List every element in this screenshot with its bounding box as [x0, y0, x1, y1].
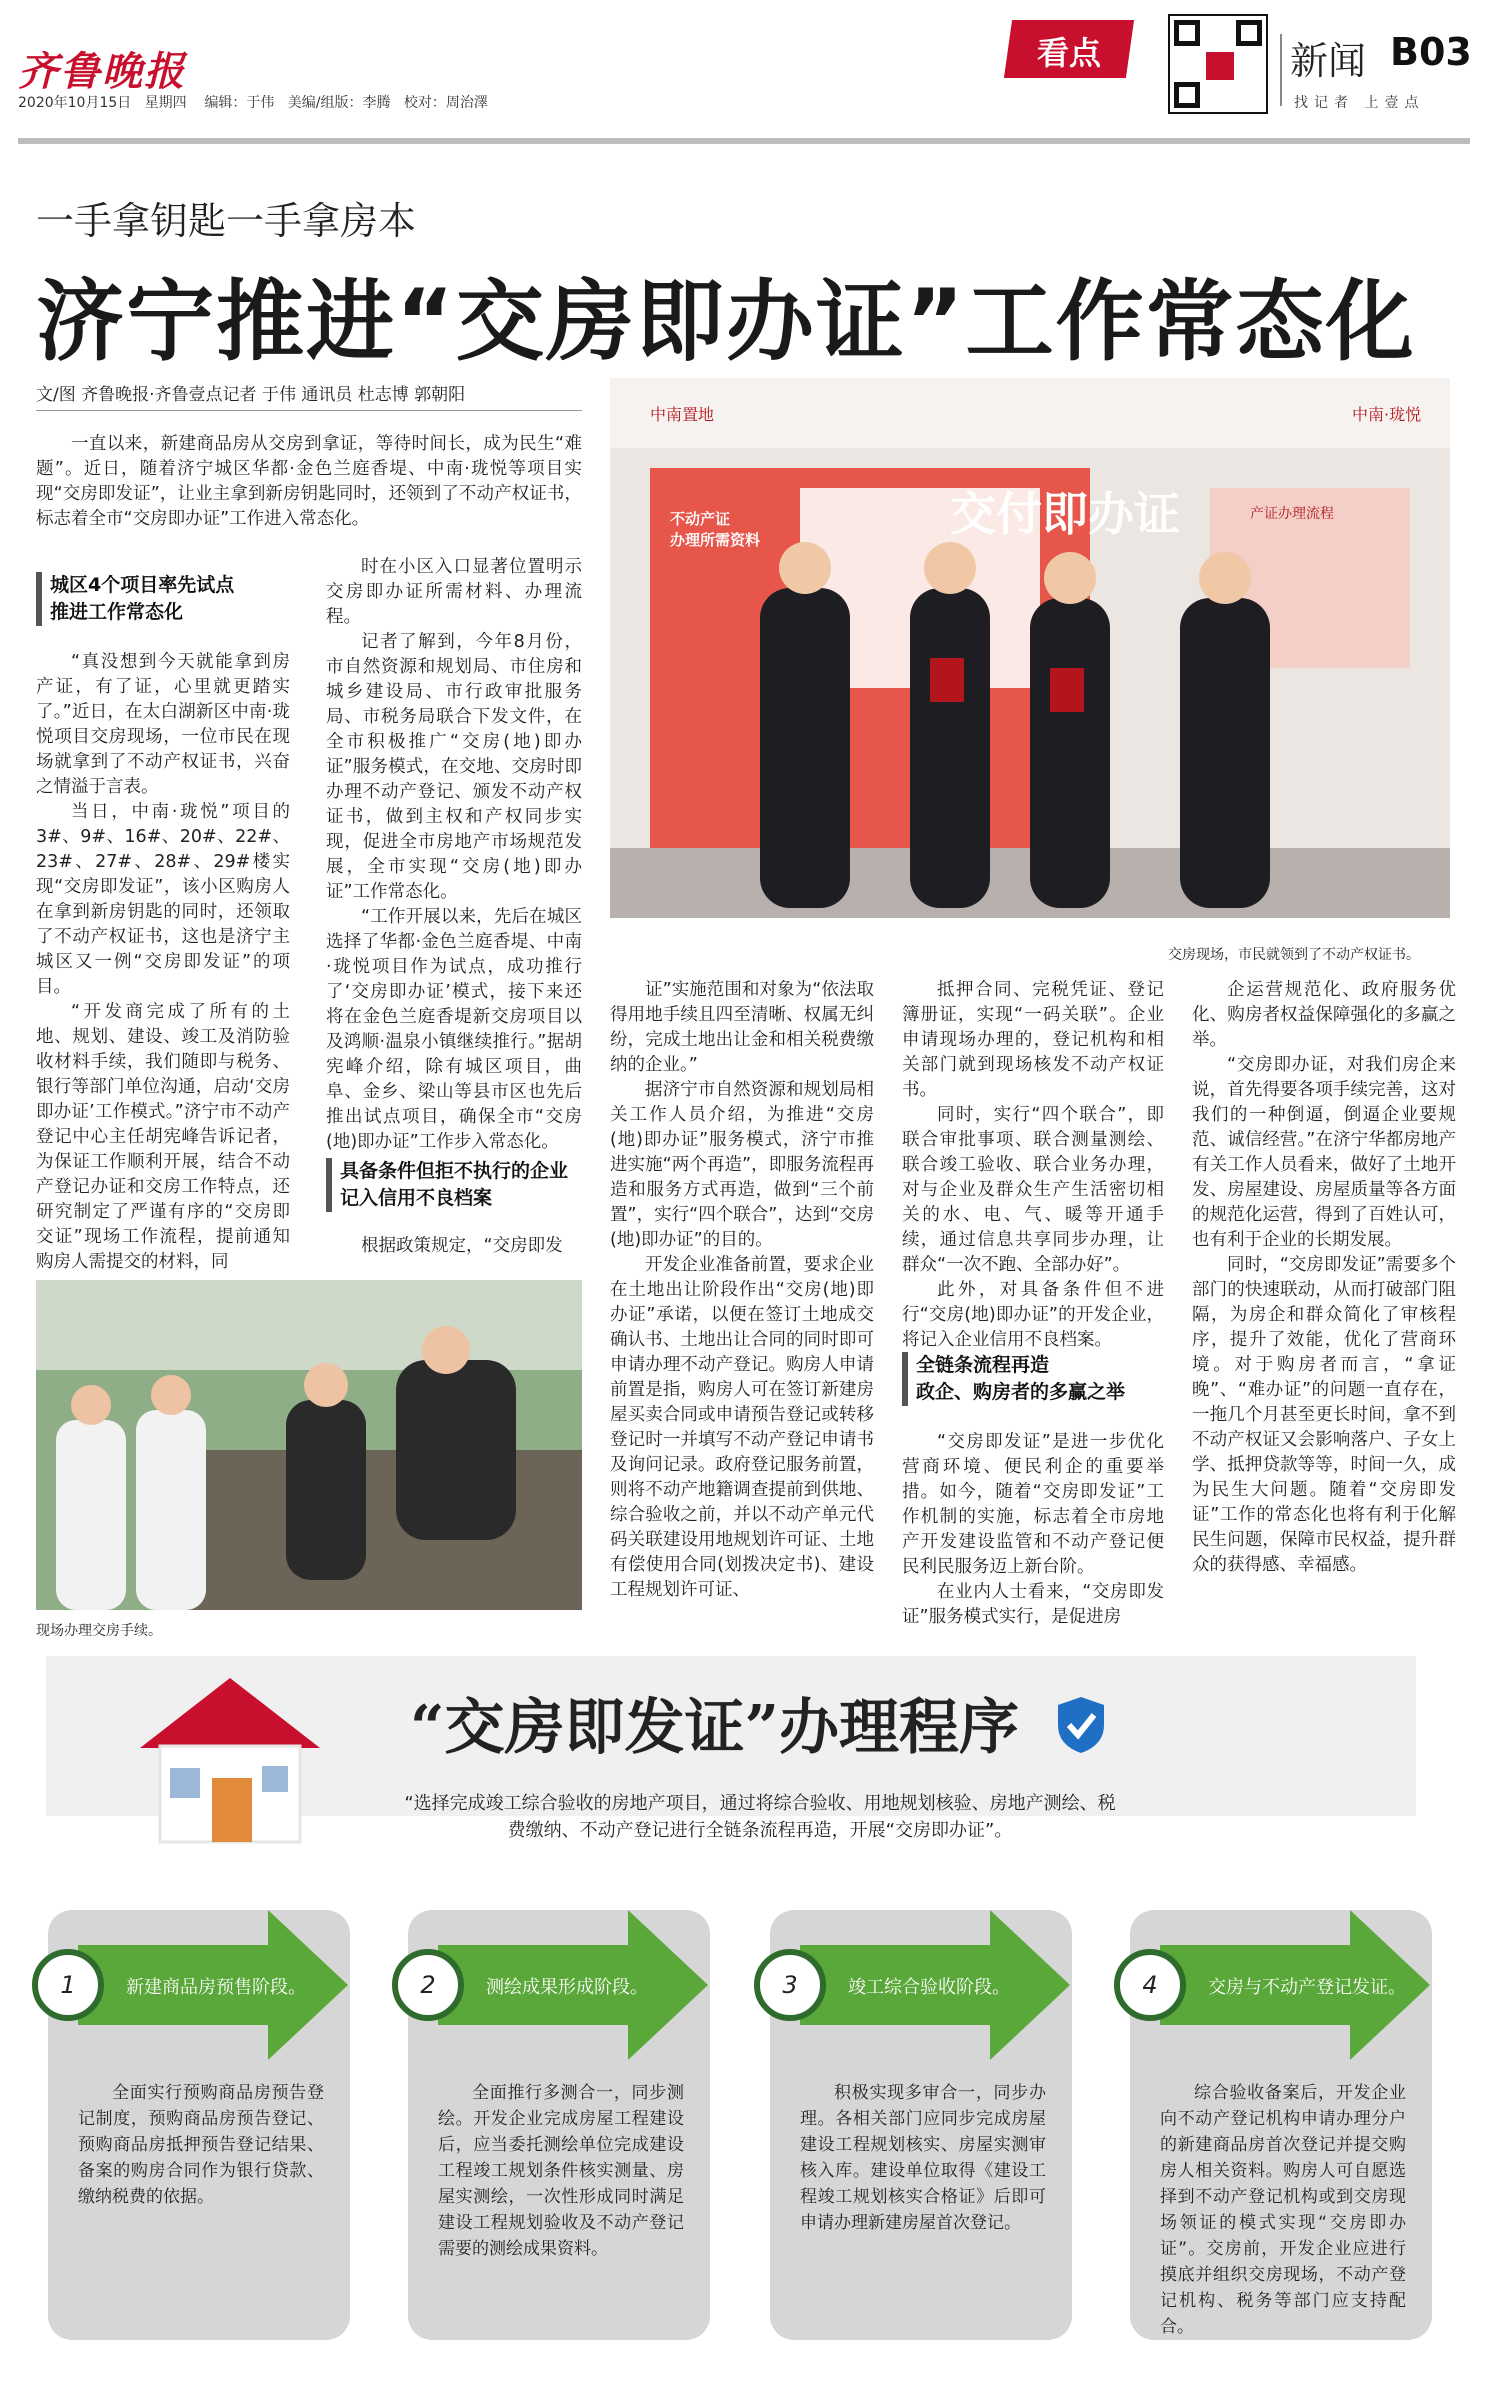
- photo-2-illustration: [36, 1280, 582, 1610]
- kandian-badge: [1008, 20, 1130, 90]
- paragraph: 此外，对具备条件但不进行“交房(地)即办证”的开发企业，将记入企业信用不良档案。: [902, 1280, 1164, 1350]
- column-4b: [902, 1430, 1164, 1630]
- step-number: 4: [1114, 1949, 1186, 2021]
- step-description: [78, 2080, 324, 2210]
- subhead-1-line2: 推进工作常态化: [50, 601, 184, 623]
- step-description: [1160, 2080, 1406, 2340]
- kicker: 一手拿钥匙一手拿房本: [36, 199, 417, 243]
- photo-1-board1: 不动产证 办理所需资料: [670, 510, 761, 549]
- lead-paragraph: [36, 432, 582, 532]
- paragraph: “交房即发证”是进一步优化营商环境、便民利企的重要举措。如今，随着“交房即发证”工作机制的实施，标志着全市房地产开发建设监管和不动产登记便民利民服务迈上新台阶。: [902, 1432, 1164, 1577]
- issue-weekday: 星期四: [144, 95, 187, 111]
- paragraph: “真没想到今天就能拿到房产证，有了证，心里就更踏实了。”近日，在太白湖新区中南·珑悦项目交房现场，一位市民在现场就拿到了不动产权证书，兴奋之情溢于言表。: [36, 652, 290, 797]
- section-name: 新闻: [1290, 39, 1367, 83]
- issue-date: 2020年10月15日: [18, 95, 132, 111]
- paragraph: 抵押合同、完税凭证、登记簿册证，实现“一码关联”。企业申请现场办理的，登记机构和相关部门就到现场核发不动产权证书。: [902, 980, 1164, 1100]
- paragraph: “工作开展以来，先后在城区选择了华都·金色兰庭香堤、中南·珑悦项目作为试点，成功推行了‘交房即办证’模式，接下来还将在金色兰庭香堤新交房项目以及鸿顺·温泉小镇继续推行。”据胡宪峰介绍，除有城区项目，曲阜、金乡、梁山等县市区也先后推出试点项目，确保全市“交房(地)即办证”工作步入常态化。: [326, 907, 582, 1152]
- page-number: B03: [1390, 30, 1472, 74]
- column-3: [610, 978, 874, 1628]
- check-shield-icon: [1054, 1695, 1108, 1770]
- step-label: 新建商品房预售阶段。: [126, 1977, 306, 1998]
- issue-meta: [18, 92, 488, 112]
- byline: 文/图 齐鲁晚报·齐鲁壹点记者 于伟 通讯员 杜志博 郭朝阳: [36, 385, 466, 405]
- paragraph: 证”实施范围和对象为“依法取得用地手续且四至清晰、权属无纠纷，完成土地出让金和相关税费缴纳的企业。”: [610, 980, 874, 1075]
- subhead-2: [326, 1158, 590, 1212]
- paragraph: 当日，中南·珑悦”项目的3#、9#、16#、20#、22#、23#、27#、28#、29#楼实现“交房即发证”，该小区购房人在拿到新房钥匙的同时，还领取了不动产权证书，这也是济宁主城区又一例“交房即发证”的项目。: [36, 802, 290, 997]
- paragraph: “开发商完成了所有的土地、规划、建设、竣工及消防验收材料手续，我们随即与税务、银行等部门单位沟通，启动‘交房即办证’工作模式。”济宁市不动产登记中心主任胡宪峰告诉记者，为保证工作顺利开展，结合不动产登记办证和交房工作特点，还研究制定了严谨有序的“交房即交证”现场工作流程，提前通知购房人需提交的材料，同: [36, 1002, 290, 1272]
- paragraph: 同时，实行“四个联合”，即联合审批事项、联合测量测绘、联合竣工验收、联合业务办理，对与企业及群众生产生活密切相关的水、电、气、暖等开通手续，通过信息共享同步办理，让群众“一次不跑、全部办好”。: [902, 1105, 1164, 1275]
- step-number: 3: [754, 1949, 826, 2021]
- tagline: 找记者 上壹点: [1294, 95, 1425, 111]
- subhead-1: [36, 572, 300, 626]
- paragraph: 记者了解到，今年8月份，市自然资源和规划局、市住房和城乡建设局、市行政审批服务局、市税务局联合下发文件，在全市积极推广“交房(地)即办证”服务模式，在交地、交房时即办理不动产登记、颁发不动产权证书，做到主权和产权同步实现，促进全市房地产市场规范发展，全市实现“交房(地)即办证”工作常态化。: [326, 632, 582, 902]
- paragraph: 开发企业准备前置，要求企业在土地出让阶段作出“交房(地)即办证”承诺，以便在签订土地成交确认书、土地出让合同的同时即可申请办理不动产登记。购房人申请前置是指，购房人可在签订新建房屋买卖合同或申请预告登记或转移登记时一并填写不动产登记申请书及询问记录。政府登记服务前置，则将不动产地籍调查提前到供地、综合验收之前，并以不动产单元代码关联建设用地规划许可证、土地有偿使用合同(划拨决定书)、建设工程规划许可证、: [610, 1255, 874, 1600]
- byline-rule: [36, 410, 582, 411]
- step-description-text: 全面推行多测合一，同步测绘。开发企业完成房屋工程建设后，应当委托测绘单位完成建设工程竣工规划条件核实测量、房屋实测绘，一次性形成同时满足建设工程规划验收及不动产登记需要的测绘成果资料。: [438, 2083, 684, 2259]
- paragraph: 在业内人士看来，“交房即发证”服务模式实行，是促进房: [902, 1582, 1164, 1627]
- paragraph: 企运营规范化、政府服务优化、购房者权益保障强化的多赢之举。: [1192, 980, 1456, 1050]
- step-description-text: 全面实行预购商品房预告登记制度，预购商品房预告登记、预购商品房抵押预告登记结果、备案的购房合同作为银行贷款、缴纳税费的依据。: [78, 2083, 324, 2207]
- subhead-1-line1: 城区4个项目率先试点: [50, 574, 235, 596]
- header-divider: [1280, 34, 1282, 106]
- headline: 济宁推进“交房即办证”工作常态化: [36, 270, 1416, 373]
- photo-1-illustration: [610, 378, 1450, 918]
- step-number: 2: [392, 1949, 464, 2021]
- photo-1-logo-right: 中南·珑悦: [1352, 405, 1422, 424]
- process-title-text: “交房即发证”办理程序: [410, 1693, 1020, 1763]
- photo-1-board2: 产证办理流程: [1250, 506, 1334, 522]
- step-number: 1: [32, 1949, 104, 2021]
- step-label: 测绘成果形成阶段。: [486, 1977, 648, 1998]
- process-intro: “选择完成竣工综合验收的房地产项目，通过将综合验收、用地规划核验、房地产测绘、税费缴纳、不动产登记进行全链条流程再造，开展“交房即办证”。: [404, 1793, 1116, 1841]
- column-2: [326, 555, 582, 1152]
- header-rule: [18, 138, 1470, 144]
- step-label: 竣工综合验收阶段。: [848, 1977, 1010, 1998]
- column-1: [36, 650, 290, 1272]
- column-2b: [326, 1234, 582, 1264]
- subhead-3-line1: 全链条流程再造: [916, 1354, 1050, 1376]
- column-4: [902, 978, 1164, 1350]
- kandian-label: 看点: [1036, 34, 1101, 72]
- subhead-2-line2: 记入信用不良档案: [340, 1187, 493, 1209]
- newspaper-logo: 齐鲁晚报: [18, 48, 186, 95]
- lead-text: 一直以来，新建商品房从交房到拿证，等待时间长，成为民生“难题”。近日，随着济宁城区华都·金色兰庭香堤、中南·珑悦等项目实现“交房即发证”，让业主拿到新房钥匙同时，还领到了不动产权证书，标志着全市“交房即办证”工作进入常态化。: [36, 434, 582, 529]
- proof-credit: 校对：周治澤: [403, 95, 488, 111]
- photo-1-caption: 交房现场，市民就领到了不动产权证书。: [1168, 947, 1420, 963]
- qr-code-icon: [1168, 14, 1268, 114]
- house-icon: [120, 1668, 340, 1848]
- step-description: [438, 2080, 684, 2262]
- photo-handover-ceremony: [610, 378, 1450, 918]
- paragraph: 根据政策规定，“交房即发: [361, 1236, 563, 1256]
- step-description-text: 综合验收备案后，开发企业向不动产登记机构申请办理分户的新建商品房首次登记并提交购房人相关资料。购房人可自愿选择到不动产登记机构或到交房现场领证的模式实现“交房即办证”。交房前，开发企业应进行摸底并组织交房现场，不动产登记机构、税务等部门应支持配合。: [1160, 2083, 1406, 2337]
- photo-1-banner: 交付即办证: [950, 487, 1180, 541]
- photo-onsite-procedures: [36, 1280, 582, 1610]
- step-description-text: 积极实现多审合一，同步办理。各相关部门应同步完成房屋建设工程规划核实、房屋实测审核入库。建设单位取得《建设工程竣工规划核实合格证》后即可申请办理新建房屋首次登记。: [800, 2083, 1046, 2233]
- photo-2-caption: 现场办理交房手续。: [36, 1623, 162, 1639]
- paragraph: “交房即办证，对我们房企来说，首先得要各项手续完善，这对我们的一种倒逼，倒逼企业要规范、诚信经营。”在济宁华都房地产有关工作人员看来，做好了土地开发、房屋建设、房屋质量等各方面的规范化运营，得到了百姓认可，也有利于企业的长期发展。: [1192, 1055, 1456, 1250]
- subhead-2-line1: 具备条件但拒不执行的企业: [340, 1160, 569, 1182]
- process-title: [410, 1680, 1108, 1770]
- column-5: [1192, 978, 1456, 1628]
- photo-1-logo-left: 中南置地: [650, 405, 715, 424]
- paragraph: 据济宁市自然资源和规划局相关工作人员介绍，为推进“交房(地)即办证”服务模式，济宁市推进实施“两个再造”，即服务流程再造和服务方式再造，做到“三个前置”，实行“四个联合”，达到“交房(地)即办证”的目的。: [610, 1080, 874, 1250]
- subhead-3-line2: 政企、购房者的多赢之举: [916, 1381, 1126, 1403]
- paragraph: 同时，“交房即发证”需要多个部门的快速联动，从而打破部门阻隔，为房企和群众简化了审核程序，提升了效能，优化了营商环境。对于购房者而言，“拿证晚”、“难办证”的问题一直存在，一拖几个月甚至更长时间，拿不到不动产权证又会影响落户、子女上学、抵押贷款等等，时间一久，成为民生大问题。随着“交房即发证”工作的常态化也将有利于化解民生问题，保障市民权益，提升群众的获得感、幸福感。: [1192, 1255, 1456, 1575]
- step-description: [800, 2080, 1046, 2236]
- paragraph: 时在小区入口显著位置明示交房即办证所需材料、办理流程。: [326, 557, 582, 627]
- subhead-3: [902, 1352, 1168, 1406]
- editor-credit: 编辑：于伟: [204, 95, 275, 111]
- step-label: 交房与不动产登记发证。: [1208, 1977, 1406, 1998]
- design-credit: 美编/组版：李腾: [287, 95, 391, 111]
